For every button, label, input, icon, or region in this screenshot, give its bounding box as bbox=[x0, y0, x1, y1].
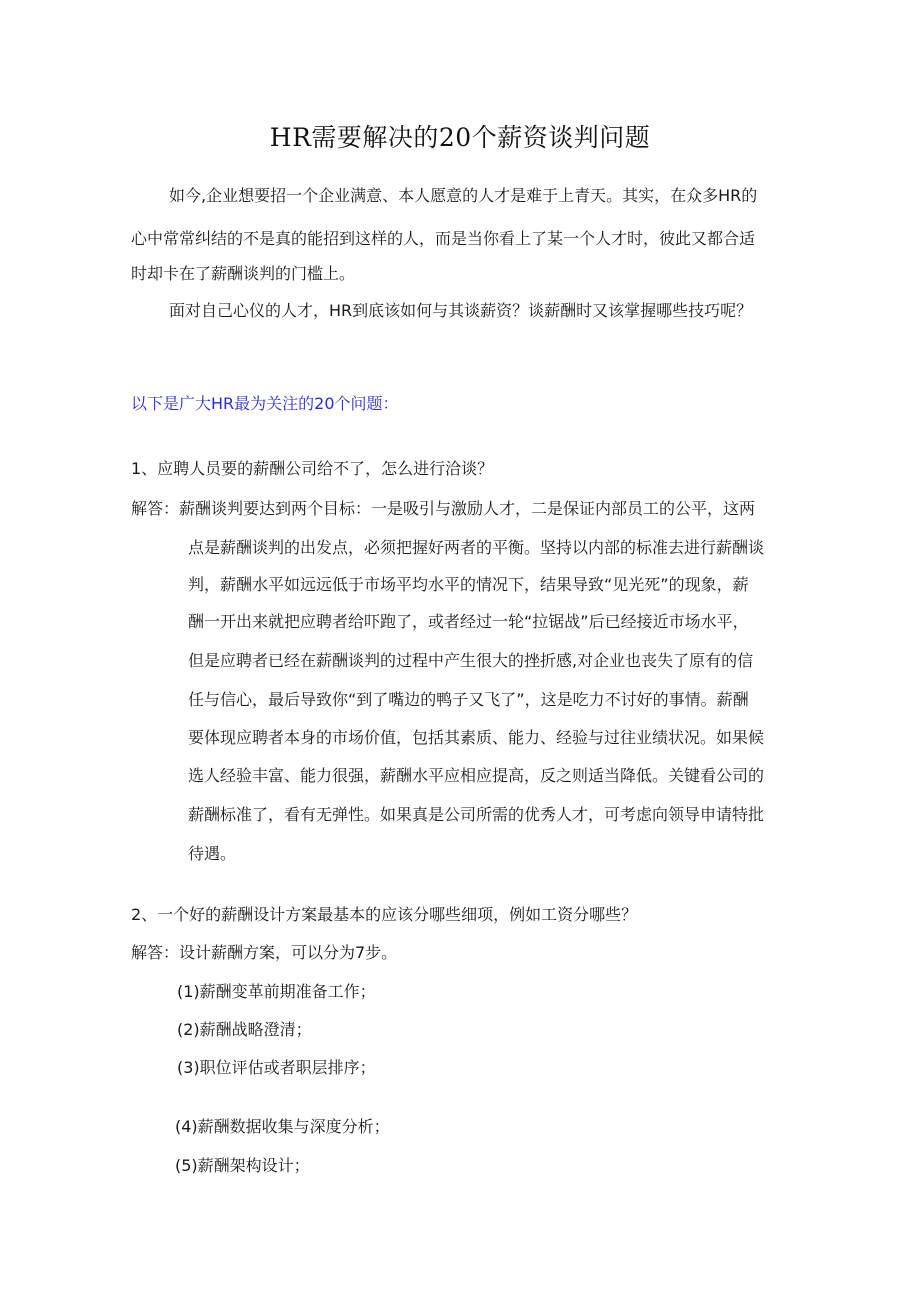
section-heading: 以下是广大HR最为关注的20个问题： bbox=[131, 394, 399, 413]
document-title: HR需要解决的20个薪资谈判问题 bbox=[269, 123, 651, 152]
answer-2-step: (1)薪酬变革前期准备工作； bbox=[177, 982, 376, 1001]
answer-1-line: 选人经验丰富、能力很强，薪酬水平应相应提高，反之则适当降低。关键看公司的 bbox=[188, 766, 765, 785]
answer-1-line: 任与信心，最后导致你“到了嘴边的鸭子又飞了”，这是吃力不讨好的事情。薪酬 bbox=[188, 690, 749, 709]
answer-2-step: (5)薪酬架构设计； bbox=[175, 1156, 310, 1175]
answer-2-step: (4)薪酬数据收集与深度分析； bbox=[175, 1117, 390, 1136]
answer-1-line: 解答：薪酬谈判要达到两个目标：一是吸引与激励人才，二是保证内部员工的公平，这两 bbox=[131, 499, 756, 518]
question-1: 1、应聘人员要的薪酬公司给不了，怎么进行洽谈？ bbox=[131, 459, 494, 478]
answer-1-line: 酬一开出来就把应聘者给吓跑了，或者经过一轮“拉锯战”后已经接近市场水平， bbox=[188, 612, 749, 631]
answer-1-line: 但是应聘者已经在薪酬谈判的过程中产生很大的挫折感,对企业也丧失了原有的信 bbox=[188, 651, 754, 670]
answer-2-step: (2)薪酬战略澄清； bbox=[177, 1020, 312, 1039]
answer-1-line: 待遇。 bbox=[188, 844, 237, 863]
answer-1-line: 要体现应聘者本身的市场价值，包括其素质、能力、经验与过往业绩状况。如果候 bbox=[188, 728, 765, 747]
answer-2-intro: 解答：设计薪酬方案，可以分为7步。 bbox=[131, 943, 398, 962]
question-2: 2、一个好的薪酬设计方案最基本的应该分哪些细项，例如工资分哪些？ bbox=[131, 905, 638, 924]
answer-1-line: 点是薪酬谈判的出发点，必须把握好两者的平衡。坚持以内部的标准去进行薪酬谈 bbox=[188, 538, 765, 557]
intro-line: 时却卡在了薪酬谈判的门槛上。 bbox=[131, 264, 356, 283]
answer-1-line: 薪酬标准了，看有无弹性。如果真是公司所需的优秀人才，可考虑向领导申请特批 bbox=[188, 805, 765, 824]
answer-2-step: (3)职位评估或者职层排序； bbox=[177, 1058, 376, 1077]
intro-line: 面对自己心仪的人才，HR到底该如何与其谈薪资？谈薪酬时又该掌握哪些技巧呢？ bbox=[169, 301, 753, 320]
answer-1-line: 判，薪酬水平如远远低于市场平均水平的情况下，结果导致“见光死”的现象，薪 bbox=[188, 575, 749, 594]
intro-line: 心中常常纠结的不是真的能招到这样的人，而是当你看上了某一个人才时，彼此又都合适 bbox=[131, 229, 756, 248]
intro-line: 如今,企业想要招一个企业满意、本人愿意的人才是难于上青天。其实，在众多HR的 bbox=[169, 186, 758, 205]
